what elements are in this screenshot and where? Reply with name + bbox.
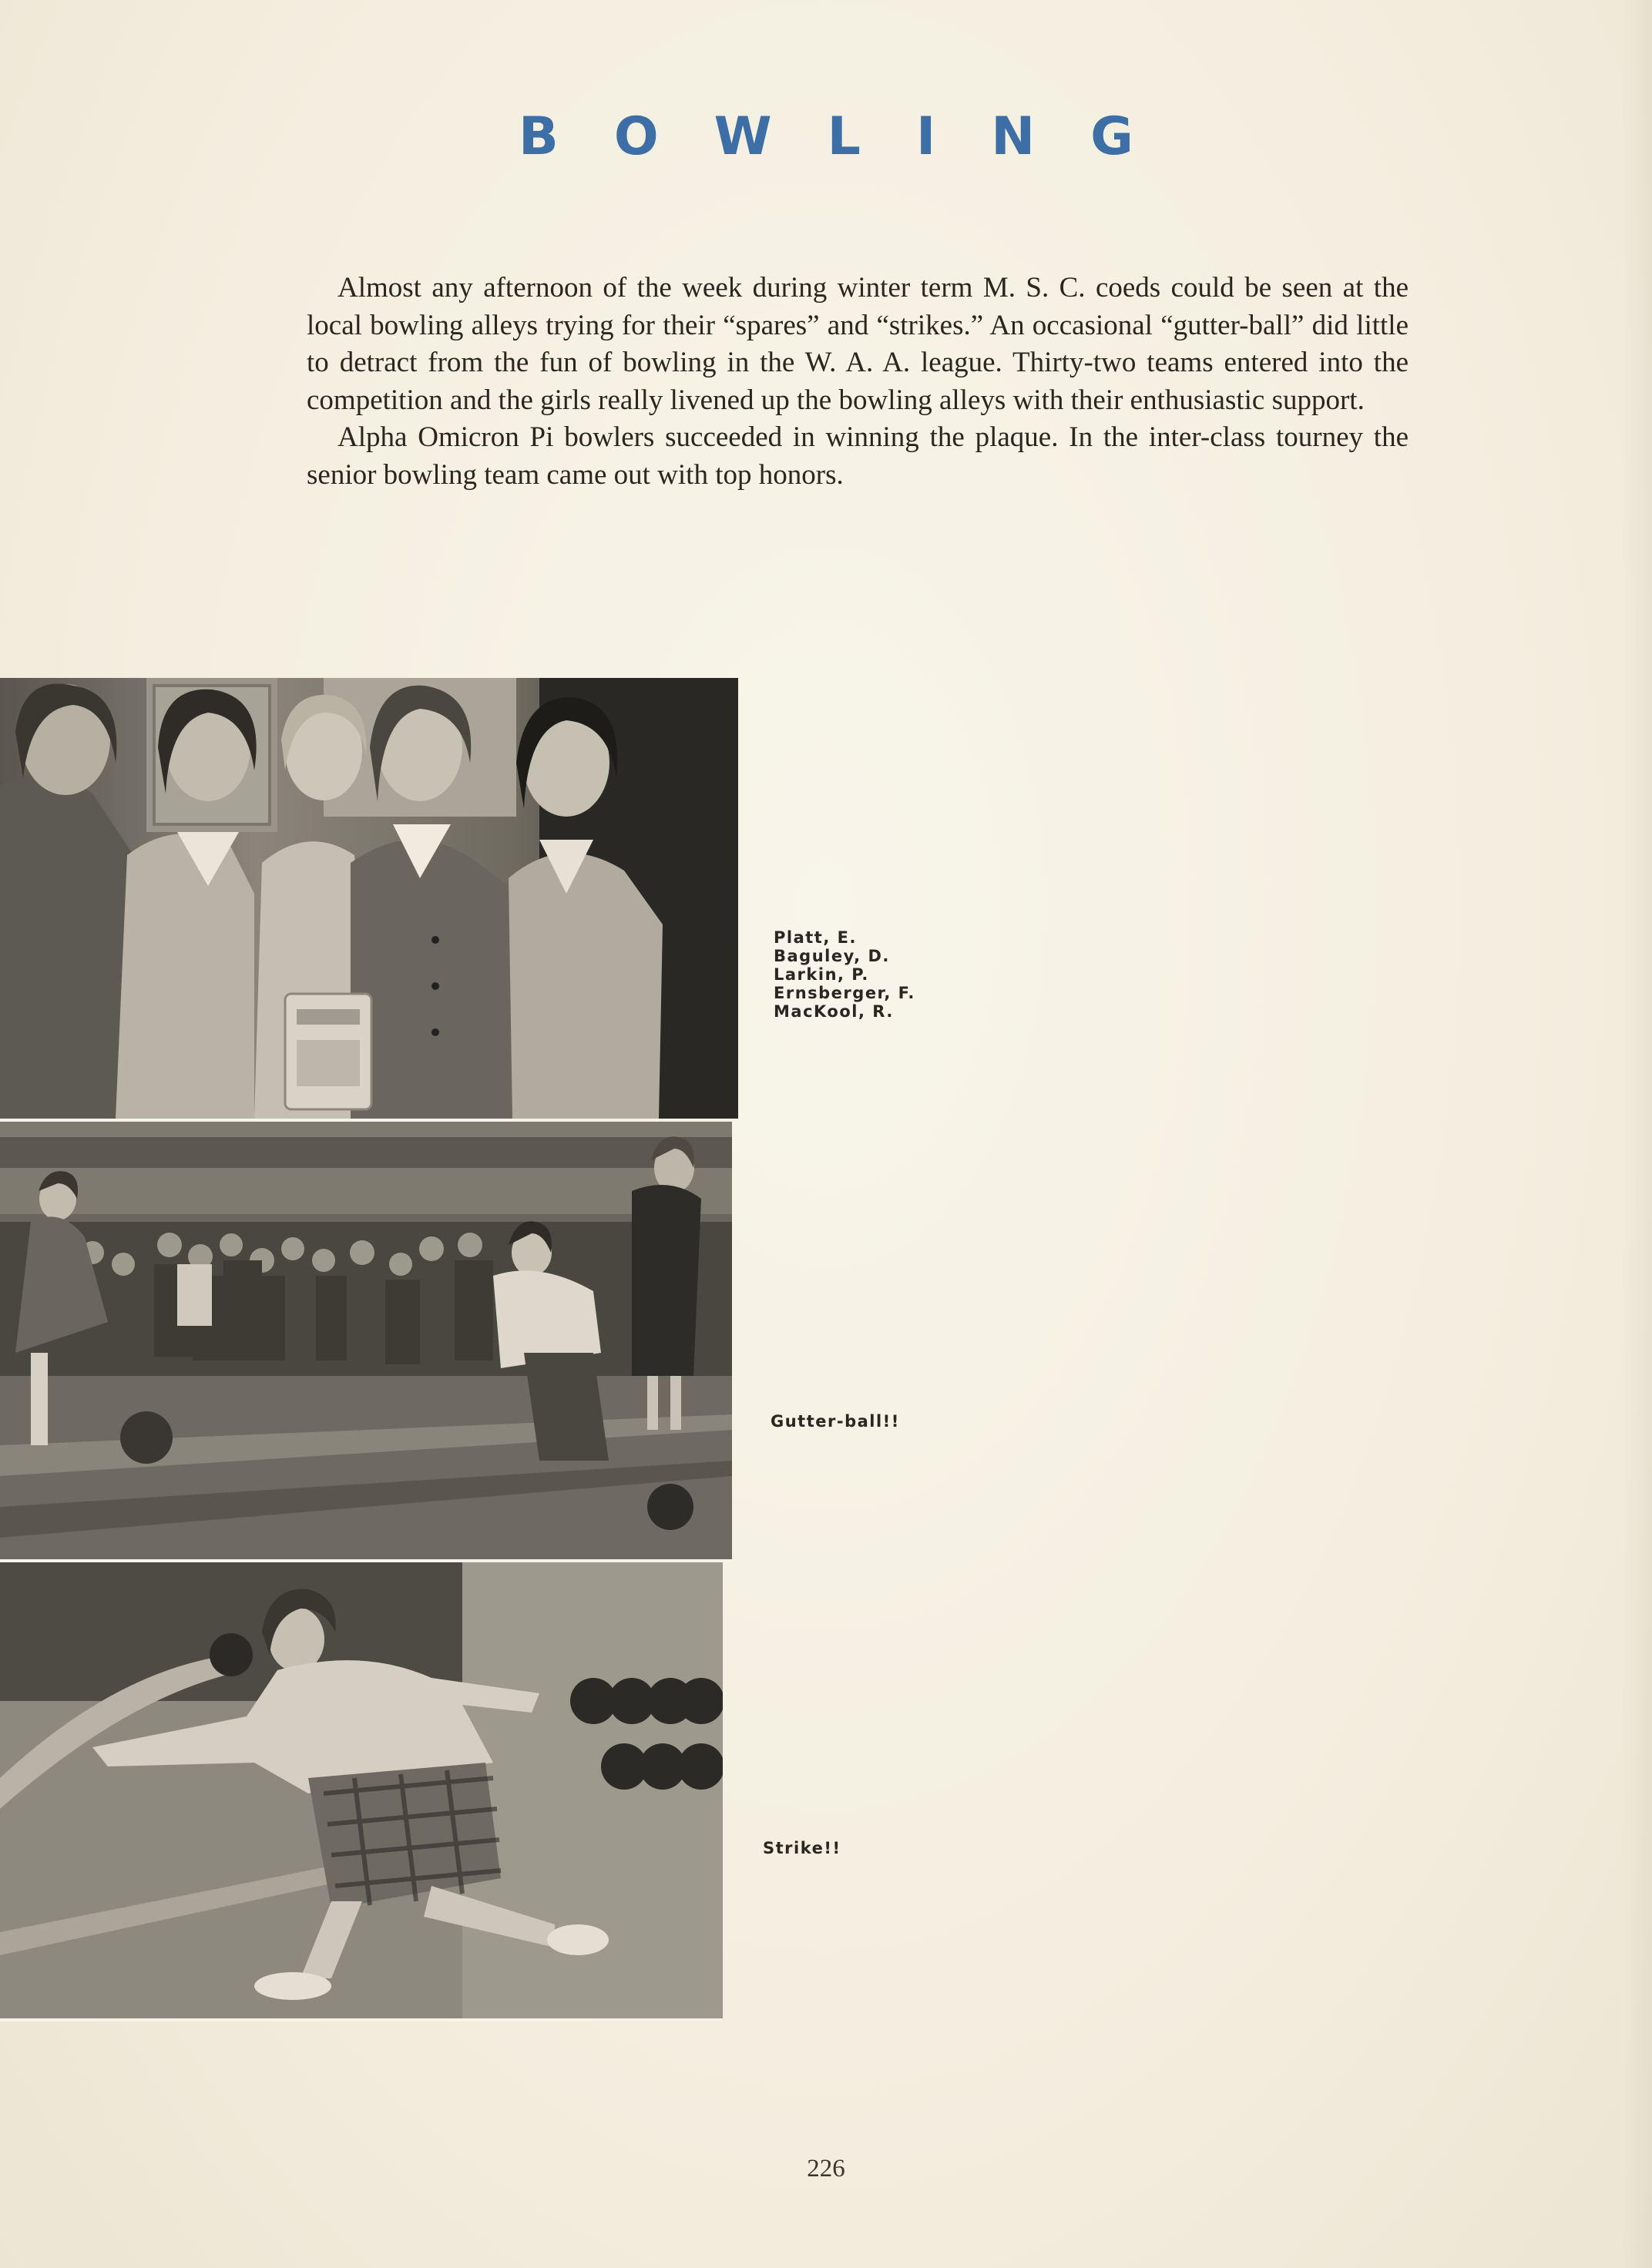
caption-name: Baguley, D.	[774, 947, 890, 965]
article-body	[307, 270, 1409, 494]
team-photo	[0, 678, 738, 1122]
paragraph-1: Almost any afternoon of the week during winter term M. S. C. coeds could be seen at the local bowling alleys trying for their “spares” and “strikes.” An occasional “gutter-ball” did little to detract from the fun of bowling in the W. A. A. league. Thirty-two teams entered into the competition and the girls really livened up the bowling alleys with their enthusiastic support.	[307, 272, 1409, 416]
team-names-caption	[774, 928, 915, 1021]
caption-name: Platt, E.	[774, 928, 857, 947]
caption-name: Larkin, P.	[774, 965, 869, 984]
page-number: 226	[807, 2155, 845, 2182]
caption-name: Ernsberger, F.	[774, 984, 915, 1002]
bowler-photo	[0, 1562, 723, 2021]
paragraph-2: Alpha Omicron Pi bowlers succeeded in winning the plaque. In the inter-class tourney the senior bowling team came out with top honors.	[307, 421, 1409, 491]
caption-name: MacKool, R.	[774, 1002, 894, 1021]
bowling-alley-photo	[0, 1122, 732, 1562]
gutter-ball-caption: Gutter-ball!!	[771, 1412, 900, 1431]
page-title: BOWLING	[519, 106, 1189, 167]
page-edge-shadow	[1621, 0, 1652, 2268]
strike-caption: Strike!!	[763, 1839, 841, 1857]
